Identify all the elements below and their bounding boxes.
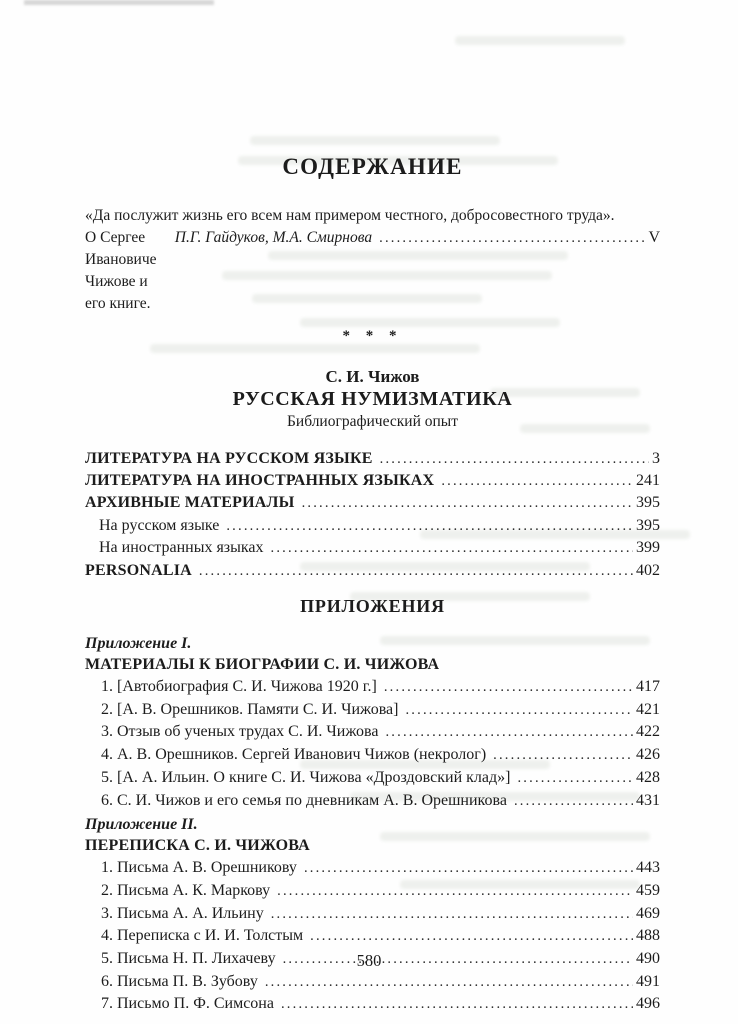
bleedthrough-artifact: [250, 136, 500, 145]
dot-leader: [493, 744, 633, 767]
toc-page-number: 443: [636, 859, 660, 877]
toc-row: [85, 492, 660, 514]
appendix-title: МАТЕРИАЛЫ К БИОГРАФИИ С. И. ЧИЖОВА: [85, 656, 440, 674]
toc-row: [85, 721, 660, 744]
dot-leader: [379, 227, 645, 249]
toc-label: 3. Отзыв об ученых трудах С. И. Чижова: [101, 723, 379, 741]
dot-leader: [384, 676, 633, 699]
dot-leader: [265, 971, 633, 994]
dot-leader: [281, 993, 633, 1016]
toc-page-number: 395: [636, 516, 660, 534]
dot-leader: [441, 470, 633, 492]
toc-row: [85, 699, 660, 722]
toc-page-number: 399: [636, 539, 660, 557]
dot-leader: [277, 880, 633, 903]
toc-page-number: 3: [652, 449, 660, 467]
dot-leader: [380, 448, 649, 470]
toc-row: [85, 790, 660, 813]
toc-row: [85, 676, 660, 699]
toc-page-number: 496: [636, 995, 660, 1013]
toc-label: 3. Письма А. А. Ильину: [101, 904, 264, 922]
toc-row: [85, 470, 660, 492]
toc-row: [85, 448, 660, 470]
toc-label: 4. А. В. Орешников. Сергей Иванович Чижов (некролог): [101, 746, 487, 764]
toc-page-number: 490: [636, 950, 660, 968]
toc-page-number: 428: [636, 768, 660, 786]
dot-leader: [385, 721, 633, 744]
toc-page-number: 426: [636, 746, 660, 764]
book-author: С. И. Чижов: [325, 366, 420, 386]
dot-leader: [310, 925, 633, 948]
toc-page-number: 459: [636, 881, 660, 899]
toc-label: PERSONALIA: [85, 561, 192, 579]
toc-label: 2. Письма А. К. Маркову: [101, 881, 271, 899]
toc-label: 5. Письма Н. П. Лихачеву: [101, 950, 276, 968]
toc-row: [85, 515, 660, 537]
scan-edge-smudge: [24, 0, 214, 5]
dot-leader: [517, 767, 633, 790]
main-toc: [85, 448, 660, 582]
bleedthrough-artifact: [455, 36, 625, 45]
dot-leader: [405, 699, 633, 722]
toc-row: [85, 857, 660, 880]
dot-leader: [271, 537, 633, 559]
toc-label: 4. Переписка с И. И. Толстым: [101, 927, 304, 945]
appendices-heading: ПРИЛОЖЕНИЯ: [300, 596, 445, 617]
toc-label: На иностранных языках: [99, 539, 264, 557]
toc-row: [85, 971, 660, 994]
intro-attribution-prefix: О Сергее Ивановиче Чижове и его книге.: [85, 228, 157, 312]
toc-label: 6. Письма П. В. Зубову: [101, 972, 258, 990]
toc-page-number: 395: [636, 494, 660, 512]
appendix-section-1: [85, 633, 660, 812]
toc-row: [85, 744, 660, 767]
toc-page-number: 422: [636, 723, 660, 741]
toc-page-number: 431: [636, 791, 660, 809]
page-title: СОДЕРЖАНИЕ: [282, 154, 463, 179]
dot-leader: [271, 903, 633, 926]
appendix-label: Приложение I.: [85, 635, 192, 653]
toc-page-number: 469: [636, 904, 660, 922]
toc-row: [85, 903, 660, 926]
toc-label: 6. С. И. Чижов и его семья по дневникам А. В. Орешникова: [101, 791, 507, 809]
toc-row: [85, 880, 660, 903]
folio-page-number: 580: [356, 951, 382, 970]
book-title: РУССКАЯ НУМИЗМАТИКА: [232, 387, 513, 410]
toc-label: ЛИТЕРАТУРА НА РУССКОМ ЯЗЫКЕ: [85, 449, 373, 467]
dot-leader: [199, 560, 633, 582]
book-subtitle: Библиографический опыт: [287, 412, 458, 430]
toc-row: [85, 560, 660, 582]
intro-attribution-row: [85, 227, 660, 315]
toc-label: 2. [А. В. Орешников. Памяти С. И. Чижова]: [101, 700, 399, 718]
dot-leader: [304, 857, 633, 880]
toc-page-number: 417: [636, 678, 660, 696]
page-content: [0, 153, 738, 1016]
toc-label: ЛИТЕРАТУРА НА ИНОСТРАННЫХ ЯЗЫКАХ: [85, 472, 435, 489]
toc-page-number: 421: [636, 700, 660, 718]
toc-page-number: 241: [636, 472, 660, 489]
appendix-label: Приложение II.: [85, 816, 198, 834]
toc-label: 7. Письмо П. Ф. Симсона: [101, 995, 274, 1013]
appendix-section-2: [85, 814, 660, 1016]
toc-row: [85, 767, 660, 790]
intro-block: [85, 205, 660, 315]
toc-label: На русском языке: [99, 516, 220, 534]
toc-label: 5. [А. А. Ильин. О книге С. И. Чижова «Дроздовский клад»]: [101, 768, 511, 786]
toc-page-number: 402: [636, 561, 660, 579]
dot-leader: [226, 515, 633, 537]
toc-row: [85, 537, 660, 559]
toc-row: [85, 925, 660, 948]
toc-page-number: 488: [636, 927, 660, 945]
toc-page-number: 491: [636, 972, 660, 990]
toc-label: 1. Письма А. В. Орешникову: [101, 859, 297, 877]
asterisk-divider: * * *: [342, 327, 403, 344]
toc-row: [85, 993, 660, 1016]
dot-leader: [302, 492, 633, 514]
intro-page-number: V: [648, 228, 660, 246]
intro-quote: «Да послужит жизнь его всем нам примером честного, добросовестного труда».: [85, 206, 615, 224]
intro-attribution-authors: П.Г. Гайдуков, М.А. Смирнова: [174, 228, 373, 246]
dot-leader: [514, 790, 633, 813]
appendix-title: ПЕРЕПИСКА С. И. ЧИЖОВА: [85, 837, 310, 855]
toc-label: АРХИВНЫЕ МАТЕРИАЛЫ: [85, 494, 295, 512]
toc-label: 1. [Автобиография С. И. Чижова 1920 г.]: [101, 678, 377, 696]
